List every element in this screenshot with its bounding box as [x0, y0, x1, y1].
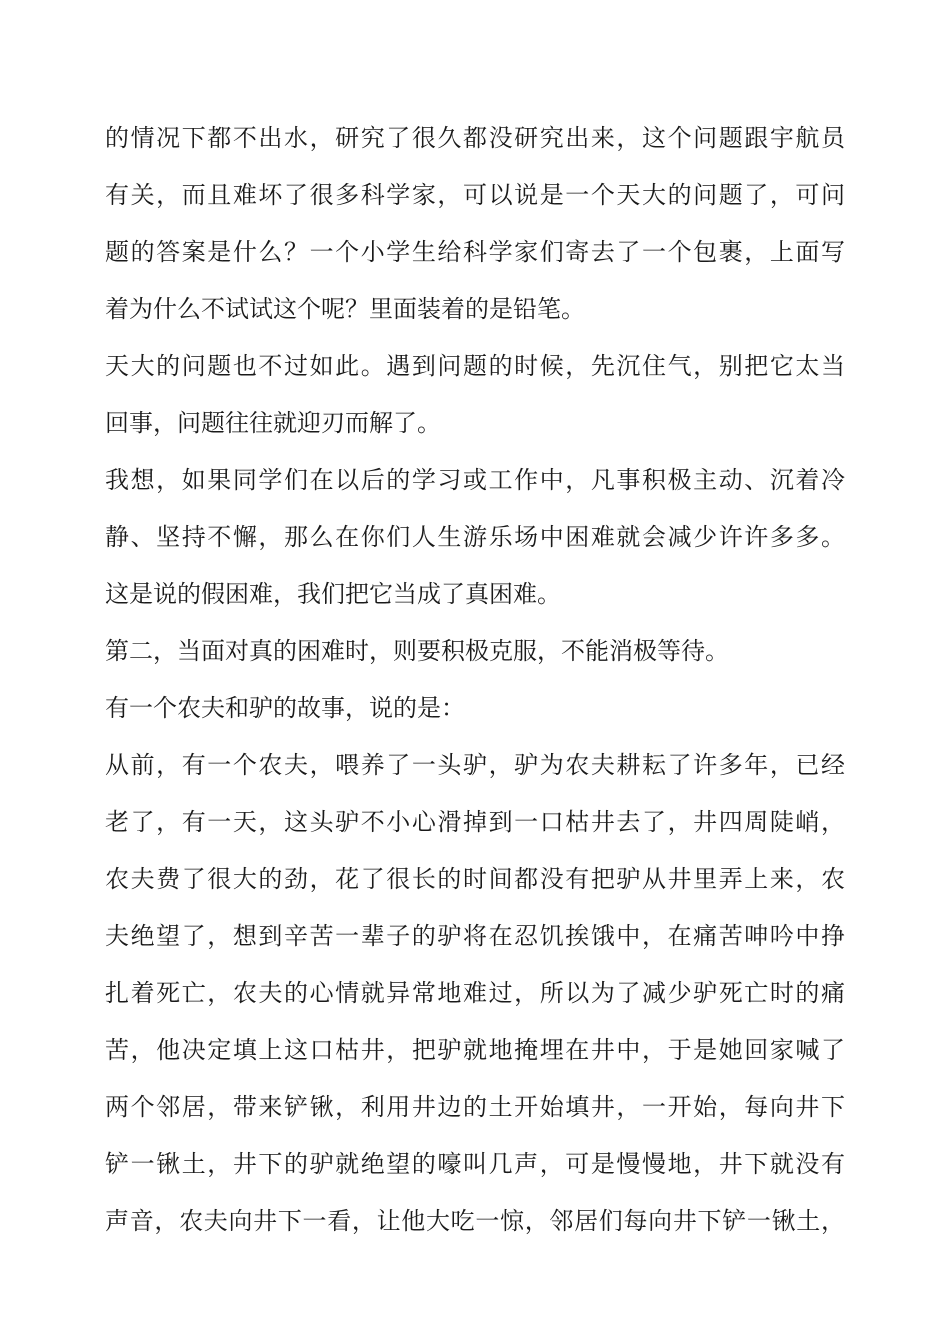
text-line: 天大的问题也不过如此。遇到问题的时候，先沉住气，别把它太当 — [105, 352, 845, 380]
text-line: 的情况下都不出水，研究了很久都没研究出来，这个问题跟宇航员 — [105, 124, 845, 152]
text-line: 两个邻居，带来铲锹，利用井边的土开始填井，一开始，每向井下 — [105, 1093, 845, 1121]
document-page — [105, 110, 845, 1250]
text-line: 回事，问题往往就迎刃而解了。 — [105, 409, 441, 437]
text-line: 有一个农夫和驴的故事，说的是： — [105, 694, 465, 722]
text-line: 题的答案是什么？一个小学生给科学家们寄去了一个包裹，上面写 — [105, 238, 845, 266]
text-line: 农夫费了很大的劲，花了很长的时间都没有把驴从井里弄上来，农 — [105, 865, 845, 893]
text-line: 第二，当面对真的困难时，则要积极克服，不能消极等待。 — [105, 637, 729, 665]
text-line: 我想，如果同学们在以后的学习或工作中，凡事积极主动、沉着冷 — [105, 466, 845, 494]
text-line: 有关，而且难坏了很多科学家，可以说是一个天大的问题了，可问 — [105, 181, 845, 209]
text-line: 从前，有一个农夫，喂养了一头驴，驴为农夫耕耘了许多年，已经 — [105, 751, 845, 779]
text-line: 这是说的假困难，我们把它当成了真困难。 — [105, 580, 561, 608]
text-line: 声音，农夫向井下一看，让他大吃一惊，邻居们每向井下铲一锹土， — [105, 1207, 845, 1235]
text-line: 老了，有一天，这头驴不小心滑掉到一口枯井去了，井四周陡峭， — [105, 808, 845, 836]
text-line: 静、坚持不懈，那么在你们人生游乐场中困难就会减少许许多多。 — [105, 523, 845, 551]
text-line: 夫绝望了，想到辛苦一辈子的驴将在忍饥挨饿中，在痛苦呻吟中挣 — [105, 922, 845, 950]
text-line: 苦，他决定填上这口枯井，把驴就地掩埋在井中，于是她回家喊了 — [105, 1036, 845, 1064]
text-line: 铲一锹土，井下的驴就绝望的嚎叫几声，可是慢慢地，井下就没有 — [105, 1150, 845, 1178]
text-line: 着为什么不试试这个呢？里面装着的是铅笔。 — [105, 295, 585, 323]
text-line: 扎着死亡，农夫的心情就异常地难过，所以为了减少驴死亡时的痛 — [105, 979, 845, 1007]
